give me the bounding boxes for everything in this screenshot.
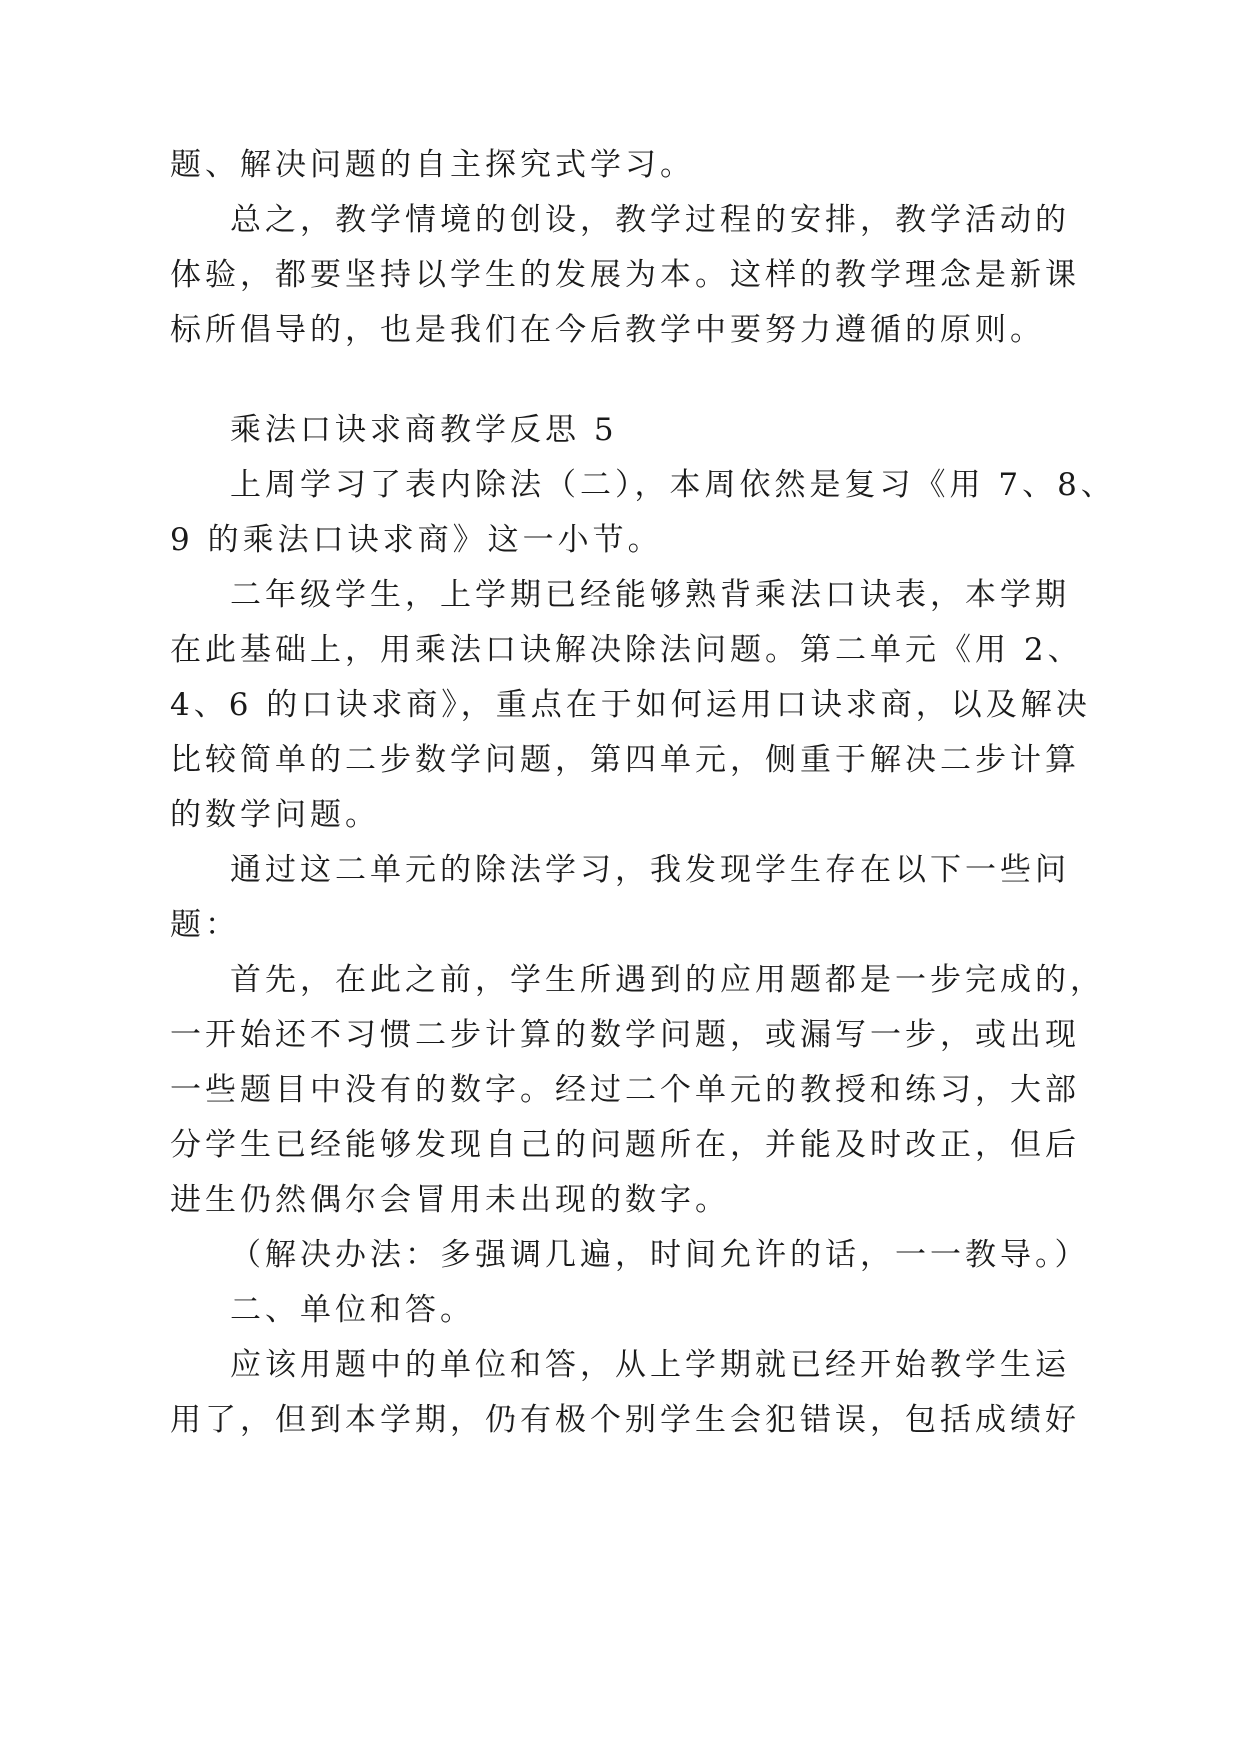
text-line: 题、解决问题的自主探究式学习。 [170,147,695,183]
text-line: 进生仍然偶尔会冒用未出现的数字。 [170,1182,730,1218]
text-line: 体验，都要坚持以学生的发展为本。这样的教学理念是新课 [170,257,1080,293]
text-line: 用了，但到本学期，仍有极个别学生会犯错误，包括成绩好 [170,1402,1080,1438]
text-line: 二年级学生，上学期已经能够熟背乘法口诀表，本学期 [230,577,1070,613]
text-line: 一开始还不习惯二步计算的数学问题，或漏写一步，或出现 [170,1017,1080,1053]
text-line: 4、6 的口诀求商》，重点在于如何运用口诀求商，以及解决 [170,687,1091,723]
text-line: （解决办法：多强调几遍，时间允许的话，一一教导。） [230,1237,1090,1273]
text-line: 总之，教学情境的创设，教学过程的安排，教学活动的 [230,202,1070,238]
text-line: 二、单位和答。 [230,1292,475,1328]
text-line: 在此基础上，用乘法口诀解决除法问题。第二单元《用 2、 [170,632,1083,668]
text-line: 题： [170,907,240,943]
text-line: 首先，在此之前，学生所遇到的应用题都是一步完成的， [230,962,1105,998]
text-line: 通过这二单元的除法学习，我发现学生存在以下一些问 [230,852,1070,888]
text-line: 分学生已经能够发现自己的问题所在，并能及时改正，但后 [170,1127,1080,1163]
text-line: 比较简单的二步数学问题，第四单元，侧重于解决二步计算 [170,742,1080,778]
text-line: 9 的乘法口诀求商》这一小节。 [170,522,663,558]
text-line: 上周学习了表内除法（二），本周依然是复习《用 7、8、 [230,467,1116,503]
section-heading: 乘法口诀求商教学反思 5 [230,412,618,448]
text-line: 一些题目中没有的数字。经过二个单元的教授和练习，大部 [170,1072,1080,1108]
text-line: 应该用题中的单位和答，从上学期就已经开始教学生运 [230,1347,1070,1383]
text-line: 的数学问题。 [170,797,380,833]
text-line: 标所倡导的，也是我们在今后教学中要努力遵循的原则。 [170,312,1045,348]
